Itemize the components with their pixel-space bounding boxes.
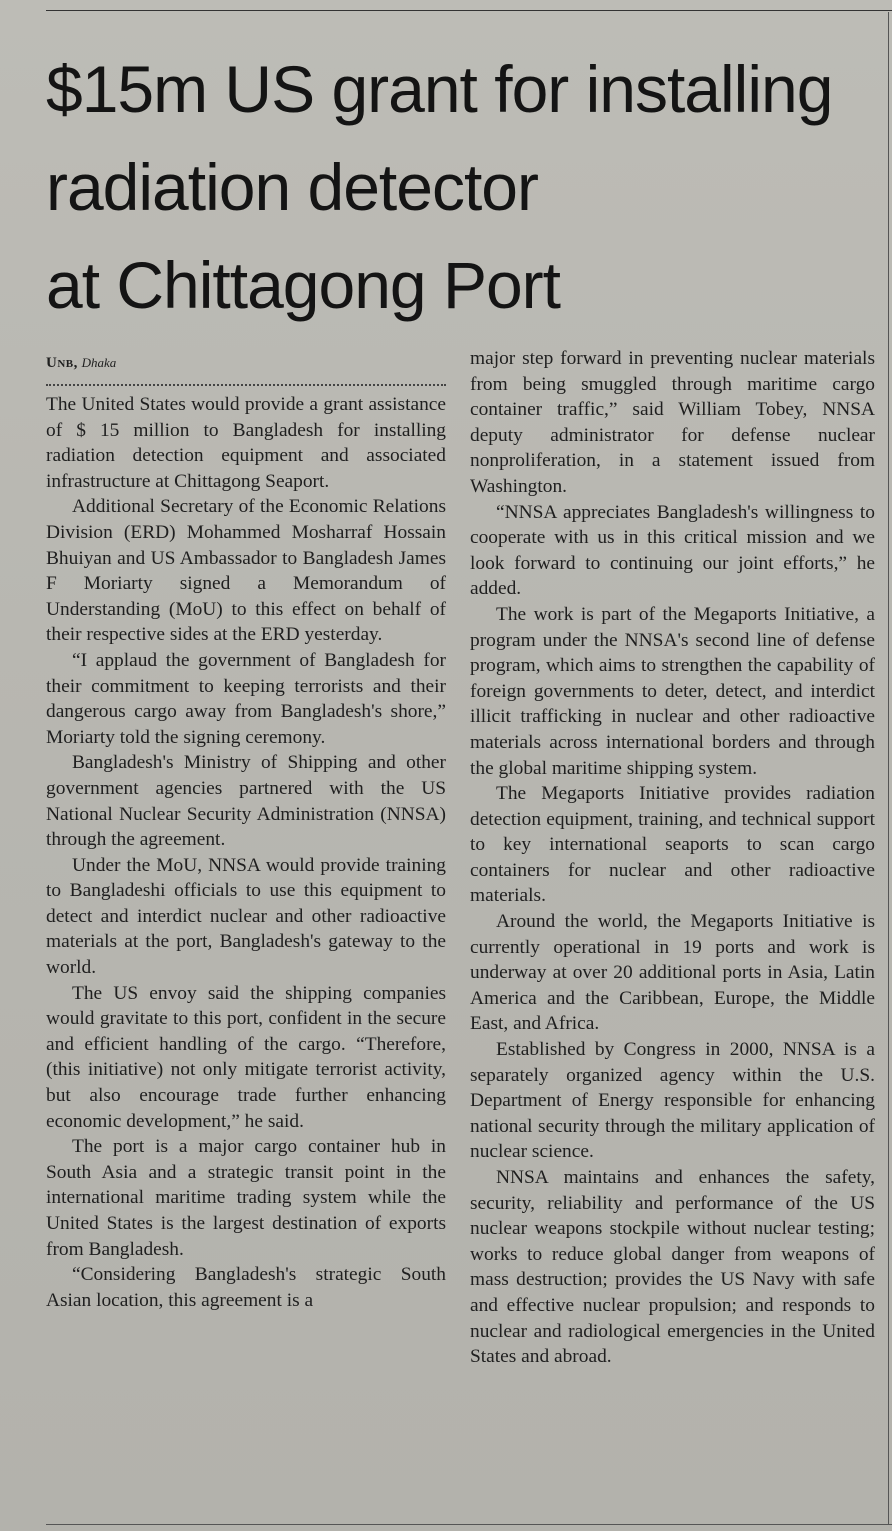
paragraph: major step forward in preventing nuclear materials from being smuggled through maritime cargo container traffic,” said William Tobey, NNSA deputy administrator for defense nuclear nonproliferation, in a statement issued from Washington. [470,348,875,497]
article-column-right [470,346,875,1370]
paragraph: Under the MoU, NNSA would provide training to Bangladeshi officials to use this equipment to detect and interdict nuclear and other radioactive materials at the port, Bangladesh's gateway to the world. [46,854,446,979]
paragraph: The work is part of the Megaports Initiative, a program under the NNSA's second line of defense program, which aims to strengthen the capability of foreign governments to deter, detect, and interdict illicit trafficking in nuclear and other radioactive materials across international borders and through the global maritime shipping system. [470,603,875,779]
right-border-rule [888,12,889,1525]
paragraph: Established by Congress in 2000, NNSA is a separately organized agency within the U.S. Department of Energy responsible for enhancing national security through the military application of nuclear science. [470,1039,875,1163]
byline-agency: Unb, [46,355,78,371]
paragraph: “NNSA appreciates Bangladesh's willingness to cooperate with us in this critical mission and we look forward to continuing our joint efforts,” he added. [470,501,875,600]
headline-line-3: at Chittagong Port [46,248,560,322]
byline-divider [46,384,446,386]
paragraph: The port is a major cargo container hub in South Asia and a strategic transit point in the international maritime trading system while the United States is the largest destination of exports from Bangladesh. [46,1136,446,1260]
paragraph: Bangladesh's Ministry of Shipping and other government agencies partnered with the US National Nuclear Security Administration (NNSA) through the agreement. [46,752,446,851]
article-column-left [46,346,446,1313]
paragraph: “I applaud the government of Bangladesh for their commitment to keeping terrorists and their dangerous cargo away from Bangladesh's shore,” Moriarty told the signing ceremony. [46,649,446,748]
paragraph: The US envoy said the shipping companies would gravitate to this port, confident in the secure and efficient handling of the cargo. “Therefore, (this initiative) not only mitigate terrorist activity, but also encourage trade further enhancing economic development,” he said. [46,982,446,1132]
paragraph: The United States would provide a grant assistance of $ 15 million to Bangladesh for installing radiation detection equipment and associated infrastructure at Chittagong Seaport. [46,394,446,492]
headline-line-1: $15m US grant for installing [46,52,833,126]
top-rule [46,10,892,11]
paragraph: The Megaports Initiative provides radiation detection equipment, training, and technical support to key international seaports to scan cargo containers for nuclear and other radioactive materials. [470,783,875,907]
byline [46,352,446,374]
bottom-rule [46,1524,892,1525]
paragraph: Additional Secretary of the Economic Relations Division (ERD) Mohammed Mosharraf Hossain Bhuiyan and US Ambassador to Bangladesh James F Moriarty signed a Memorandum of Understanding (MoU) to this effect on behalf of their respective sides at the ERD yesterday. [46,496,446,646]
paragraph: “Considering Bangladesh's strategic South Asian location, this agreement is a [46,1264,446,1311]
paragraph: Around the world, the Megaports Initiative is currently operational in 19 ports and work is underway at over 20 additional ports in Asia, Latin America and the Caribbean, Europe, the Middle East, and Africa. [470,911,875,1035]
paragraph: NNSA maintains and enhances the safety, security, reliability and performance of the US nuclear weapons stockpile without nuclear testing; works to reduce global danger from weapons of mass destruction; provides the US Navy with safe and effective nuclear propulsion; and responds to nuclear and radiological emergencies in the United States and abroad. [470,1167,875,1368]
headline-line-2: radiation detector [46,150,538,224]
headline [46,40,886,334]
byline-place: Dhaka [81,355,117,370]
